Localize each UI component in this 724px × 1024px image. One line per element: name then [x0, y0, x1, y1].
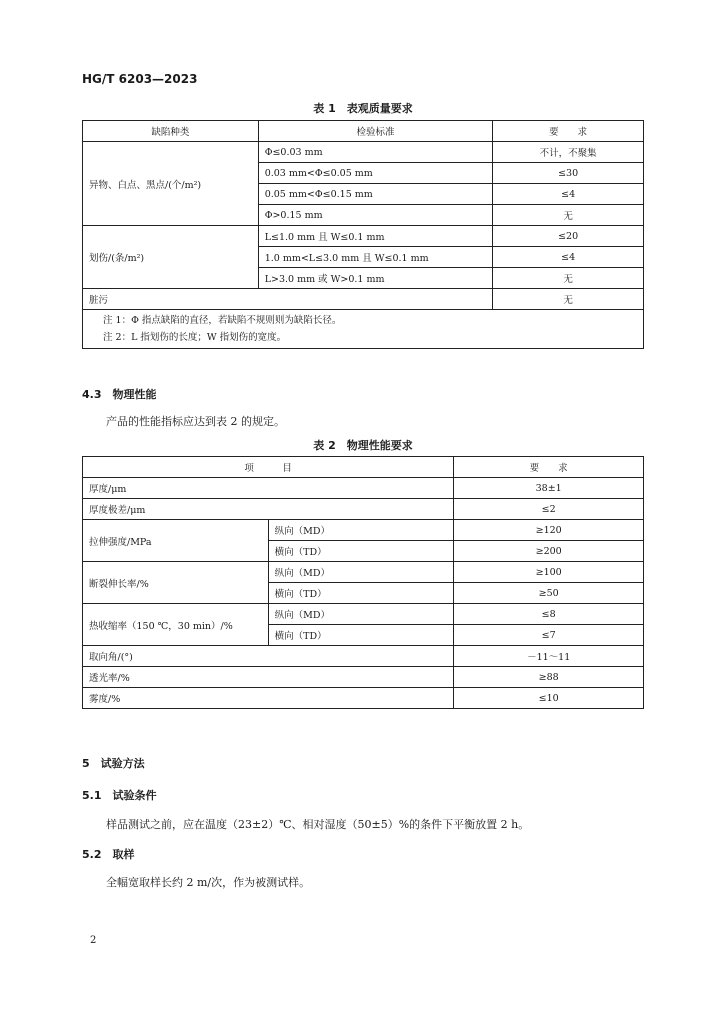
criterion-cell: Φ≤0.03 mm [258, 142, 493, 163]
table-row [83, 226, 644, 247]
table-row [83, 562, 644, 583]
table-row [83, 667, 644, 688]
requirement-cell: ≤8 [454, 604, 644, 625]
table-row [83, 646, 644, 667]
section-5-2-text: 全幅宽取样长约 2 m/次，作为被测试样。 [106, 876, 311, 889]
criterion-cell: 0.03 mm<Φ≤0.05 mm [258, 163, 493, 184]
section-5-1-text: 样品测试之前，应在温度（23±2）℃、相对湿度（50±5）%的条件下平衡放置 2 h。 [106, 818, 530, 831]
direction-cell: 纵向（MD） [268, 604, 454, 625]
requirement-cell: ≤7 [454, 625, 644, 646]
table2-caption: 表 2 物理性能要求 [313, 439, 413, 452]
table-header-row [83, 457, 644, 478]
criterion-cell: L>3.0 mm 或 W>0.1 mm [258, 268, 493, 289]
section-4-3-heading: 4.3 物理性能 [82, 388, 157, 401]
direction-cell: 横向（TD） [268, 625, 454, 646]
table-notes-row [83, 310, 644, 349]
requirement-cell: 38±1 [454, 478, 644, 499]
table-row [83, 520, 644, 541]
table-row [83, 499, 644, 520]
column-header: 检验标准 [258, 121, 493, 142]
criterion-cell: Φ>0.15 mm [258, 205, 493, 226]
direction-cell: 横向（TD） [268, 583, 454, 604]
note-1: 注 1：Φ 指点缺陷的直径，若缺陷不规则则为缺陷长径。 [103, 315, 342, 326]
property-name: 取向角/(°) [83, 646, 454, 667]
column-header: 项 目 [83, 457, 454, 478]
defect-type-stain: 脏污 [83, 289, 493, 310]
requirement-cell: ≤4 [493, 184, 644, 205]
criterion-cell: L≤1.0 mm 且 W≤0.1 mm [258, 226, 493, 247]
section-5-1-heading: 5.1 试验条件 [82, 789, 157, 802]
table-row [83, 142, 644, 163]
requirement-cell: 无 [493, 289, 644, 310]
physical-properties-table [82, 456, 644, 709]
property-name: 热收缩率（150 ℃，30 min）/% [83, 604, 269, 646]
column-header: 缺陷种类 [83, 121, 259, 142]
criterion-cell: 1.0 mm<L≤3.0 mm 且 W≤0.1 mm [258, 247, 493, 268]
standard-code: HG/T 6203—2023 [82, 72, 198, 86]
requirement-cell: 不计，不聚集 [493, 142, 644, 163]
requirement-cell: ≥88 [454, 667, 644, 688]
property-name: 厚度极差/μm [83, 499, 454, 520]
requirement-cell: ≤10 [454, 688, 644, 709]
table-header-row [83, 121, 644, 142]
property-name: 透光率/% [83, 667, 454, 688]
note-2: 注 2：L 指划伤的长度；W 指划伤的宽度。 [103, 332, 287, 343]
requirement-cell: ≥50 [454, 583, 644, 604]
table1-caption: 表 1 表观质量要求 [313, 102, 413, 115]
column-header: 要 求 [454, 457, 644, 478]
requirement-cell: ≤4 [493, 247, 644, 268]
column-header: 要 求 [493, 121, 644, 142]
property-name: 断裂伸长率/% [83, 562, 269, 604]
requirement-cell: －11～11 [454, 646, 644, 667]
property-name: 拉伸强度/MPa [83, 520, 269, 562]
table-row [83, 604, 644, 625]
requirement-cell: 无 [493, 205, 644, 226]
requirement-cell: ≥200 [454, 541, 644, 562]
direction-cell: 纵向（MD） [268, 562, 454, 583]
requirement-cell: ≤20 [493, 226, 644, 247]
table-notes [83, 310, 644, 349]
requirement-cell: 无 [493, 268, 644, 289]
requirement-cell: ≤2 [454, 499, 644, 520]
table-row [83, 688, 644, 709]
property-name: 厚度/μm [83, 478, 454, 499]
property-name: 雾度/% [83, 688, 454, 709]
section-5-heading: 5 试验方法 [82, 757, 145, 770]
table-row [83, 478, 644, 499]
defect-type-scratch: 划伤/(条/m²) [83, 226, 259, 289]
defect-type-foreign: 异物、白点、黑点/(个/m²) [83, 142, 259, 226]
direction-cell: 横向（TD） [268, 541, 454, 562]
requirement-cell: ≤30 [493, 163, 644, 184]
section-4-3-text: 产品的性能指标应达到表 2 的规定。 [106, 415, 285, 428]
section-5-2-heading: 5.2 取样 [82, 848, 135, 861]
requirement-cell: ≥120 [454, 520, 644, 541]
appearance-quality-table [82, 120, 644, 349]
table-row [83, 289, 644, 310]
requirement-cell: ≥100 [454, 562, 644, 583]
criterion-cell: 0.05 mm<Φ≤0.15 mm [258, 184, 493, 205]
page-number: 2 [90, 935, 97, 946]
direction-cell: 纵向（MD） [268, 520, 454, 541]
